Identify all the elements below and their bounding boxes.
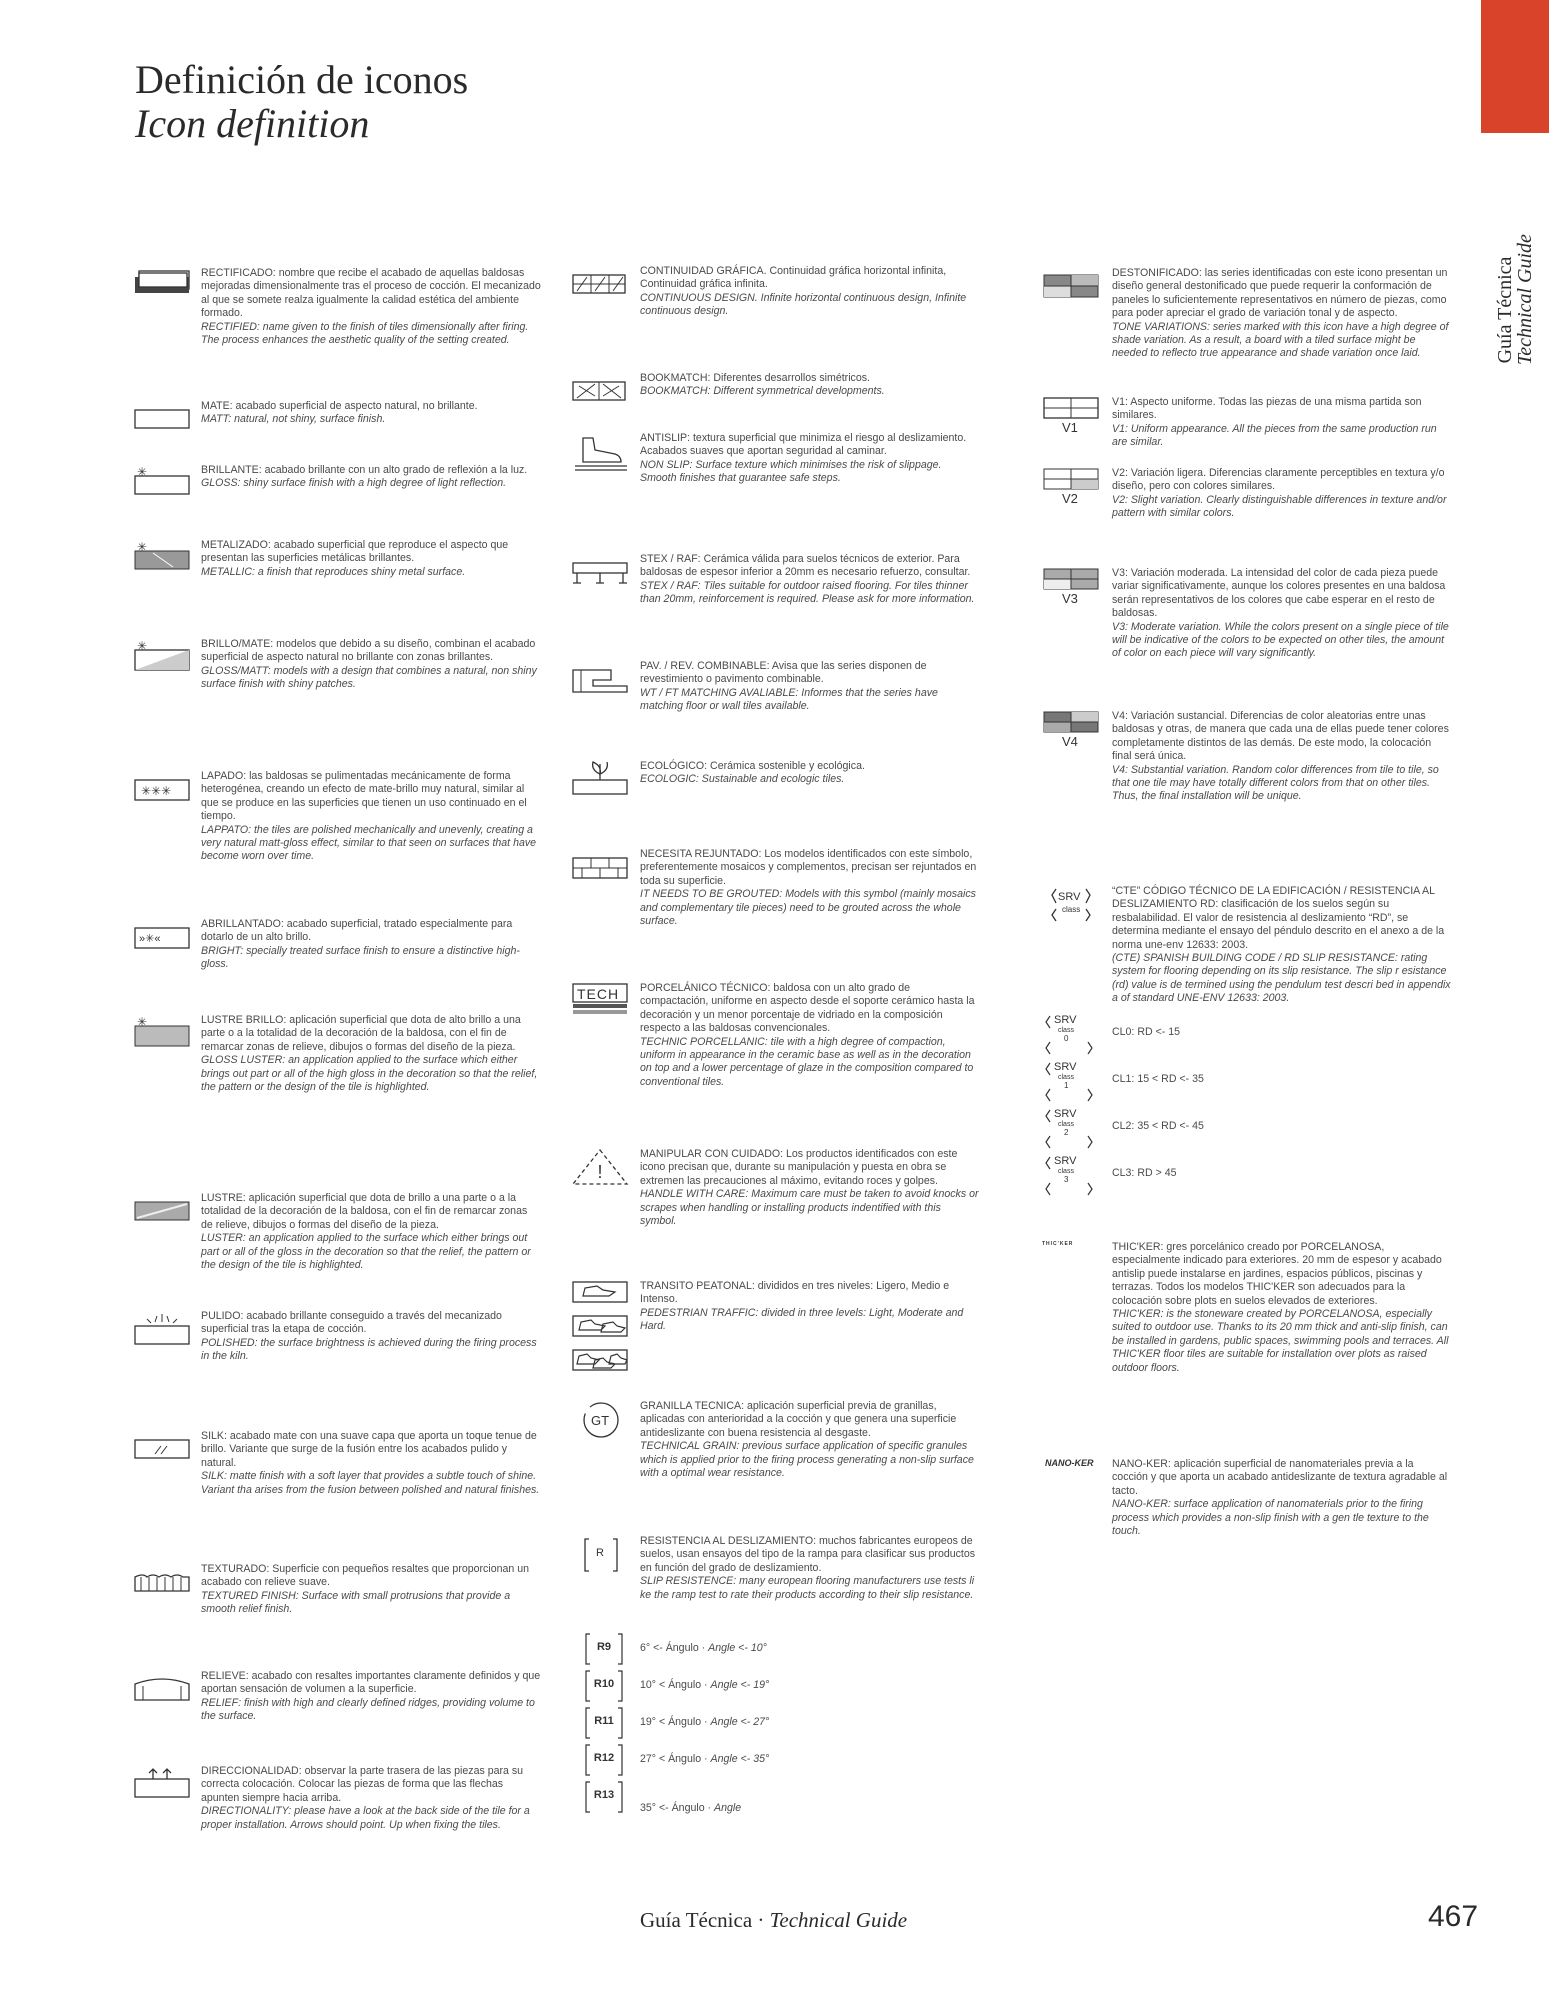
handle-with-care-icon bbox=[571, 1148, 631, 1188]
directionality-icon bbox=[133, 1765, 193, 1805]
page-title bbox=[135, 58, 468, 146]
description-es: SILK: acabado mate con una suave capa que aporta un toque tenue de brillo. Variante que surge de la fusión entre los acabados pulido y natural. bbox=[201, 1430, 537, 1469]
tech-icon-label: TECH bbox=[577, 986, 620, 1002]
wt-ft-matching-icon bbox=[571, 660, 631, 700]
description-es: DIRECCIONALIDAD: observar la parte trasera de las piezas para su correcta colocación. Colocar las piezas de forma que las flechas apunten siempre hacia arriba. bbox=[201, 1765, 524, 1804]
icon-description bbox=[640, 553, 980, 607]
icon-description bbox=[201, 1014, 541, 1094]
thicker-logo bbox=[1042, 1241, 1102, 1281]
description-en: PEDESTRIAN TRAFFIC: divided in three levels: Light, Moderate and Hard. bbox=[640, 1306, 964, 1333]
description-en: GLOSS/MATT: models with a design that combines a natural, non shiny surface finish with shiny patches. bbox=[201, 664, 537, 691]
footer-es: Guía Técnica · bbox=[640, 1908, 770, 1932]
slip-class-angle bbox=[640, 1679, 769, 1691]
icon-description bbox=[201, 1765, 541, 1832]
description-en: NANO-KER: surface application of nanomaterials prior to the firing process which provides a non-slip finish with a gen tle texture to the touch. bbox=[1112, 1498, 1429, 1538]
srv-label: SRV bbox=[1054, 1155, 1077, 1167]
srv-range: CL2: 35 < RD <- 45 bbox=[1112, 1120, 1204, 1132]
description-en: LAPPATO: the tiles are polished mechanically and unevenly, creating a very natural matt-gloss effect, similar to that seen on surfaces that have become worn over time. bbox=[201, 823, 537, 863]
icon-description bbox=[640, 760, 980, 787]
title-es: Definición de iconos bbox=[135, 57, 469, 102]
description-es: ECOLÓGICO: Cerámica sostenible y ecológica. bbox=[640, 760, 865, 772]
rectified-icon bbox=[133, 267, 193, 307]
icon-description bbox=[1112, 710, 1452, 804]
icon-description bbox=[1112, 567, 1452, 661]
angle-es: 10° < Ángulo · bbox=[640, 1679, 711, 1691]
description-en: MATT: natural, not shiny, surface finish. bbox=[201, 413, 386, 426]
angle-es: 27° < Ángulo · bbox=[640, 1753, 711, 1765]
srv-range: CL3: RD > 45 bbox=[1112, 1167, 1177, 1179]
description-en: DIRECTIONALITY: please have a look at the back side of the tile for a proper installation. Arrows should point. Up when fixing the tiles. bbox=[201, 1805, 530, 1831]
icon-description bbox=[640, 982, 980, 1089]
description-en: THIC'KER: is the stoneware created by PORCELANOSA, especially suited to outdoor use. Thanks to its 20 mm thick and anti-slip finish, can be installed in gardens, public spaces, swimming pools and terraces. All THIC'KER floor tiles are suitable for installation over plots as raised outdoor floors. bbox=[1112, 1308, 1449, 1374]
slip-class-label: R12 bbox=[593, 1752, 615, 1764]
svg-text:✳✳✳: ✳✳✳ bbox=[141, 784, 172, 798]
description-en: TONE VARIATIONS: series marked with this icon have a high degree of shade variation. As a result, a board with a tiled surface might be needed to reflecto true appearance and shade variation once laid. bbox=[1112, 320, 1449, 360]
srv-label: SRV bbox=[1054, 1108, 1077, 1120]
tone-variations-icon bbox=[1042, 267, 1102, 307]
svg-text:✳: ✳ bbox=[137, 465, 148, 479]
icon-description bbox=[201, 770, 541, 864]
silk-icon bbox=[133, 1430, 193, 1470]
description-es: RESISTENCIA AL DESLIZAMIENTO: muchos fabricantes europeos de suelos, usan ensayos del tipo de la rampa para clasificar sus productos en función del grado de deslizamiento. bbox=[640, 1535, 976, 1574]
description-es: RELIEVE: acabado con resaltes importantes claramente definidos y que aportan sensación de volumen a la superficie. bbox=[201, 1670, 541, 1696]
icon-description bbox=[640, 265, 980, 319]
srv-range: CL1: 15 < RD <- 35 bbox=[1112, 1073, 1204, 1085]
bookmatch-icon bbox=[571, 372, 631, 412]
icon-description bbox=[640, 432, 980, 486]
description-es: PAV. / REV. COMBINABLE: Avisa que las series disponen de revestimiento o pavimento combinable. bbox=[640, 660, 927, 686]
lappato-icon bbox=[133, 770, 193, 810]
svg-text:✳: ✳ bbox=[137, 540, 148, 554]
stex-raf-icon bbox=[571, 553, 631, 593]
icon-description bbox=[1112, 885, 1452, 1006]
description-en: V4: Substantial variation. Random color differences from tile to tile, so that one tile may have totally different colors from that on other tiles. Thus, the final installation will be unique. bbox=[1112, 763, 1439, 803]
icon-description bbox=[640, 848, 980, 928]
description-en: IT NEEDS TO BE GROUTED: Models with this symbol (mainly mosaics and complementary tile pieces) need to be grouted across the whole surface. bbox=[640, 888, 976, 928]
description-en: RECTIFIED: name given to the finish of tiles dimensionally after firing. The process enhances the aesthetic quality of the setting created. bbox=[201, 320, 529, 347]
srv-sub: class bbox=[1058, 1027, 1074, 1034]
description-es: V2: Variación ligera. Diferencias claramente perceptibles en textura y/o diseño, pero con colores similares. bbox=[1112, 467, 1445, 493]
polished-icon bbox=[133, 1310, 193, 1350]
icon-description bbox=[201, 1430, 541, 1497]
description-es: BOOKMATCH: Diferentes desarrollos simétricos. bbox=[640, 372, 870, 384]
matt-icon bbox=[133, 400, 193, 440]
icon-description bbox=[201, 1563, 541, 1617]
antislip-icon bbox=[571, 432, 631, 472]
angle-en: Angle <- 10° bbox=[708, 1642, 767, 1654]
icon-description bbox=[201, 638, 541, 692]
srv-range: CL0: RD <- 15 bbox=[1112, 1026, 1181, 1038]
icon-description bbox=[1112, 1241, 1452, 1375]
description-es: LUSTRE: aplicación superficial que dota de brillo a una parte o a la totalidad de la decoración de la baldosa, con el fin de remarcar zonas de relieve, dibujos o formas del diseño de la pieza. bbox=[201, 1192, 528, 1231]
description-en: ECOLOGIC: Sustainable and ecologic tiles. bbox=[640, 773, 845, 786]
description-en: TEXTURED FINISH: Surface with small protrusions that provide a smooth relief finish. bbox=[201, 1589, 511, 1616]
srv-sub: class bbox=[1058, 1121, 1074, 1128]
v1-icon-label: V1 bbox=[1062, 420, 1078, 435]
srv-sub: class bbox=[1058, 1168, 1074, 1175]
title-en: Icon definition bbox=[135, 101, 370, 146]
description-en: SLIP RESISTENCE: many european flooring manufacturers use tests li ke the ramp test to rate their products according to their slip resistance. bbox=[640, 1575, 975, 1601]
angle-en: Angle bbox=[714, 1802, 742, 1814]
description-en: METALLIC: a finish that reproduces shiny metal surface. bbox=[201, 565, 466, 578]
description-es: BRILLANTE: acabado brillante con un alto grado de reflexión a la luz. bbox=[201, 464, 528, 476]
icon-description bbox=[640, 1280, 980, 1334]
srv-class-sub: class bbox=[1062, 905, 1081, 914]
slip-class-label: R9 bbox=[596, 1641, 612, 1653]
description-es: V4: Variación sustancial. Diferencias de color aleatorias entre unas baldosas y otras, de manera que cada una de ellas puede tener colores completamente distintos de las demás. De este modo, la colocación final será única. bbox=[1112, 710, 1449, 763]
description-es: NECESITA REJUNTADO: Los modelos identificados con este símbolo, preferentemente mosaicos y complementos, precisan ser rejuntados en toda su superficie. bbox=[640, 848, 977, 887]
srv-num: 1 bbox=[1064, 1081, 1069, 1090]
description-es: LAPADO: las baldosas se pulimentadas mecánicamente de forma heterogénea, creando un efecto de mate-brillo muy natural, similar al que se produce en las superficies que tienen un uso continuado en el tiempo. bbox=[201, 770, 527, 823]
description-es: “CTE” CÓDIGO TÉCNICO DE LA EDIFICACIÓN / RESISTENCIA AL DESLIZAMIENTO RD: clasificación de los suelos según su resbalabilidad. El valor de resistencia al deslizamiento “RD”, se determina mediante el ensayo del péndulo descrito en el anexo a de la norma une-env 12633: 2003. bbox=[1112, 885, 1445, 951]
description-es: STEX / RAF: Cerámica válida para suelos técnicos de exterior. Para baldosas de espesor inferior a 20mm es necesario refuerzo, consultar. bbox=[640, 553, 971, 579]
v3-icon-label: V3 bbox=[1062, 591, 1078, 606]
description-es: PORCELÁNICO TÉCNICO: baldosa con un alto grado de compactación, uniforme en aspecto desde el soporte cerámico hasta la decoración y un menor porcentaje de vidriado en la composición respecto a las baldosas convencionales. bbox=[640, 982, 975, 1035]
bright-icon bbox=[133, 918, 193, 958]
svg-text:✳: ✳ bbox=[137, 1015, 148, 1029]
icon-description bbox=[1112, 267, 1452, 361]
side-title-en: Technical Guide bbox=[1514, 234, 1536, 365]
gloss-icon bbox=[133, 464, 193, 504]
description-en: GLOSS LUSTER: an application applied to the surface which either brings out part or all of the high gloss in the decoration so that the relief, the pattern or the design of the tile is highlighted. bbox=[201, 1054, 538, 1094]
slip-class-angle bbox=[640, 1642, 767, 1654]
srv-label: SRV bbox=[1054, 1061, 1077, 1073]
thicker-logo-label: THIC'KER bbox=[1042, 1241, 1074, 1247]
icon-description bbox=[1112, 467, 1452, 521]
page-number: 467 bbox=[1428, 1900, 1479, 1933]
icon-description bbox=[640, 1400, 980, 1480]
pedestrian-traffic-levels bbox=[571, 1280, 631, 1378]
angle-es: 35° <- Ángulo · bbox=[640, 1802, 715, 1814]
svg-text:✳: ✳ bbox=[137, 639, 148, 653]
icon-description bbox=[201, 918, 541, 972]
description-es: MATE: acabado superficial de aspecto natural, no brillante. bbox=[201, 400, 478, 412]
description-es: MANIPULAR CON CUIDADO: Los productos identificados con este icono precisan que, durante su manipulación y puesta en obra se extremen las precauciones al máximo, evitando roces y golpes. bbox=[640, 1148, 958, 1187]
slip-resistance-icon-label: R bbox=[596, 1547, 604, 1559]
description-en: SILK: matte finish with a soft layer that provides a subtle touch of shine. Variant tha arises from the fusion between polished and natural finishes. bbox=[201, 1470, 540, 1496]
icon-description bbox=[201, 400, 541, 427]
section-color-tab bbox=[1481, 0, 1549, 133]
angle-en: Angle <- 35° bbox=[710, 1753, 770, 1765]
luster-icon bbox=[133, 1192, 193, 1232]
description-en: LUSTER: an application applied to the surface which either brings out part or all of the gloss in the decoration so that the relief, the pattern or the design of the tile is highlighted. bbox=[201, 1232, 531, 1272]
slip-class-label: R13 bbox=[593, 1789, 615, 1801]
icon-description bbox=[640, 372, 980, 399]
description-en: NON SLIP: Surface texture which minimises the risk of slippage. Smooth finishes that guarantee safe steps. bbox=[640, 458, 942, 485]
side-section-title bbox=[1494, 234, 1536, 365]
angle-es: 6° <- Ángulo · bbox=[640, 1642, 709, 1654]
description-es: RECTIFICADO: nombre que recibe el acabado de aquellas baldosas mejoradas dimensionalmente tras el proceso de cocción. El mecanizado al que se somete realza igualmente la calidad estética del ambiente formado. bbox=[201, 267, 541, 320]
icon-description bbox=[640, 1535, 980, 1602]
description-es: ANTISLIP: textura superficial que minimiza el riesgo al deslizamiento. Acabados suaves que aportan seguridad al caminar. bbox=[640, 432, 967, 458]
slip-class-angle bbox=[640, 1716, 769, 1728]
srv-num: 2 bbox=[1064, 1128, 1069, 1137]
svg-text:»✳«: »✳« bbox=[139, 933, 161, 945]
grouted-icon bbox=[571, 848, 631, 888]
icon-description bbox=[1112, 396, 1452, 450]
description-es: DESTONIFICADO: las series identificadas con este icono presentan un diseño general destonificado que puede requerir la conformación de paneles lo suficientemente representativos en número de piezas, como para poder apreciar el grado de variación tonal y de aspecto. bbox=[1112, 267, 1448, 320]
continuous-design-icon bbox=[571, 265, 631, 305]
icon-description bbox=[201, 1670, 541, 1724]
srv-sub: class bbox=[1058, 1074, 1074, 1081]
srv-label: SRV bbox=[1054, 1014, 1077, 1026]
description-es: ABRILLANTADO: acabado superficial, tratado especialmente para dotarlo de un alto brillo. bbox=[201, 918, 513, 944]
icon-description bbox=[201, 1192, 541, 1272]
description-es: METALIZADO: acabado superficial que reproduce el aspecto que presentan las superficies metálicas brillantes. bbox=[201, 539, 509, 565]
side-title-es: Guía Técnica bbox=[1494, 256, 1516, 364]
icon-description bbox=[640, 1148, 980, 1228]
description-en: BOOKMATCH: Different symmetrical developments. bbox=[640, 385, 885, 398]
description-es: V3: Variación moderada. La intensidad del color de cada pieza puede variar significativamente, aunque los colores presentes en una baldosa serán representativos de los colores que cabe esperar en el resto de baldosas. bbox=[1112, 567, 1446, 620]
description-en: (CTE) SPANISH BUILDING CODE / RD SLIP RESISTANCE: rating system for flooring depending on its slip resistance. The slip r esistance (rd) value is de termined using the pendulum test descri bed in appendix a of standard UNE-ENV 12633: 2003. bbox=[1112, 952, 1451, 1005]
description-es: BRILLO/MATE: modelos que debido a su diseño, combinan el acabado superficial de aspecto natural no brillante con zonas brillantes. bbox=[201, 638, 536, 664]
angle-en: Angle <- 19° bbox=[710, 1679, 770, 1691]
relief-icon bbox=[133, 1670, 193, 1710]
slip-class-label: R11 bbox=[594, 1715, 614, 1727]
description-en: RELIEF: finish with high and clearly defined ridges, providing volume to the surface. bbox=[201, 1696, 535, 1723]
nano-ker-logo-label: NANO-KER bbox=[1045, 1458, 1094, 1468]
v2-icon-label: V2 bbox=[1062, 491, 1078, 506]
gloss-luster-icon bbox=[133, 1014, 193, 1054]
description-es: GRANILLA TECNICA: aplicación superficial previa de granillas, aplicadas con anterioridad a la cocción y que genera una superficie antideslizante con buena resistencia al desgaste. bbox=[640, 1400, 957, 1439]
description-es: THIC'KER: gres porcelánico creado por PORCELANOSA, especialmente indicado para exteriores. 20 mm de espesor y acabado antislip puede instalarse en jardines, espacios públicos, piscinas y terrazas. Todos los modelos THIC'KER son adecuados para la colocación sobre plots en suelos elevados de exteriores. bbox=[1112, 1241, 1442, 1307]
srv-num: 0 bbox=[1064, 1034, 1069, 1043]
description-en: V2: Slight variation. Clearly distinguishable differences in texture and/or pattern with similar colors. bbox=[1112, 493, 1447, 520]
textured-icon bbox=[133, 1563, 193, 1603]
icon-description bbox=[201, 267, 541, 347]
description-es: CONTINUIDAD GRÁFICA. Continuidad gráfica horizontal infinita, Continuidad gráfica infinita. bbox=[640, 265, 947, 291]
metallic-icon bbox=[133, 539, 193, 579]
description-en: POLISHED: the surface brightness is achieved during the firing process in the kiln. bbox=[201, 1336, 537, 1363]
svg-text:!: ! bbox=[597, 1162, 603, 1182]
icon-description bbox=[201, 1310, 541, 1364]
description-en: BRIGHT: specially treated surface finish to ensure a distinctive high-gloss. bbox=[201, 944, 520, 971]
description-es: TRANSITO PEATONAL: divididos en tres niveles: Ligero, Medio e Intenso. bbox=[640, 1280, 950, 1306]
description-en: TECHNIC PORCELLANIC: tile with a high degree of compaction, uniform in appearance in the ceramic base as well as in the decoration on top and a lower percentage of glaze in the composition compared to conventional tiles. bbox=[640, 1035, 974, 1088]
description-es: PULIDO: acabado brillante conseguido a través del mecanizado superficial tras la etapa de cocción. bbox=[201, 1310, 502, 1336]
srv-class-icon-label: SRV bbox=[1058, 891, 1081, 903]
ecologic-icon bbox=[571, 760, 631, 800]
description-en: V1: Uniform appearance. All the pieces from the same production run are similar. bbox=[1112, 422, 1437, 449]
footer-en: Technical Guide bbox=[769, 1908, 908, 1932]
icon-description bbox=[1112, 1458, 1452, 1538]
description-es: V1: Aspecto uniforme. Todas las piezas de una misma partida son similares. bbox=[1112, 396, 1422, 422]
description-en: HANDLE WITH CARE: Maximum care must be taken to avoid knocks or scrapes when handling or installing products indentified with this symbol. bbox=[640, 1188, 979, 1228]
slip-class-angle bbox=[640, 1802, 741, 1814]
description-es: LUSTRE BRILLO: aplicación superficial que dota de alto brillo a una parte o a la totalidad de la decoración de la baldosa, con el fin de remarcar zonas de relieve, dibujos o formas del diseño de la pieza. bbox=[201, 1014, 521, 1053]
description-en: V3: Moderate variation. While the colors present on a single piece of tile will be indicative of the colors to be expected on other tiles, the amount of color on each piece will vary significantly. bbox=[1112, 620, 1449, 660]
technical-grain-icon-label: GT bbox=[591, 1413, 610, 1428]
gloss-matt-icon bbox=[133, 638, 193, 678]
srv-num: 3 bbox=[1064, 1175, 1069, 1184]
angle-en: Angle <- 27° bbox=[710, 1716, 770, 1728]
angle-es: 19° < Ángulo · bbox=[640, 1716, 711, 1728]
slip-class-label: R10 bbox=[593, 1678, 615, 1690]
footer-guide-title bbox=[640, 1908, 907, 1933]
icon-description bbox=[640, 660, 980, 714]
pedestrian-traffic-icon bbox=[571, 1280, 631, 1378]
description-en: STEX / RAF: Tiles suitable for outdoor raised flooring. For tiles thinner than 20mm, reinforcement is required. Please ask for more information. bbox=[640, 579, 975, 606]
description-en: CONTINUOUS DESIGN. Infinite horizontal continuous design, Infinite continuous design. bbox=[640, 291, 967, 318]
description-en: TECHNICAL GRAIN: previous surface application of specific granules which is applied prior to the firing process generating a non-slip surface with a optimal wear resistance. bbox=[640, 1440, 974, 1480]
description-es: NANO-KER: aplicación superficial de nanomateriales previa a la cocción y que aporta un acabado antideslizante de textura agradable al tacto. bbox=[1112, 1458, 1448, 1497]
icon-description bbox=[201, 539, 541, 579]
description-en: GLOSS: shiny surface finish with a high degree of light reflection. bbox=[201, 477, 507, 490]
slip-class-angle bbox=[640, 1753, 769, 1765]
description-es: TEXTURADO: Superficie con pequeños resaltes que proporcionan un acabado con relieve suave. bbox=[201, 1563, 529, 1589]
v4-icon-label: V4 bbox=[1062, 734, 1078, 749]
icon-description bbox=[201, 464, 541, 491]
description-en: WT / FT MATCHING AVALIABLE: Informes that the series have matching floor or wall tiles available. bbox=[640, 686, 938, 713]
